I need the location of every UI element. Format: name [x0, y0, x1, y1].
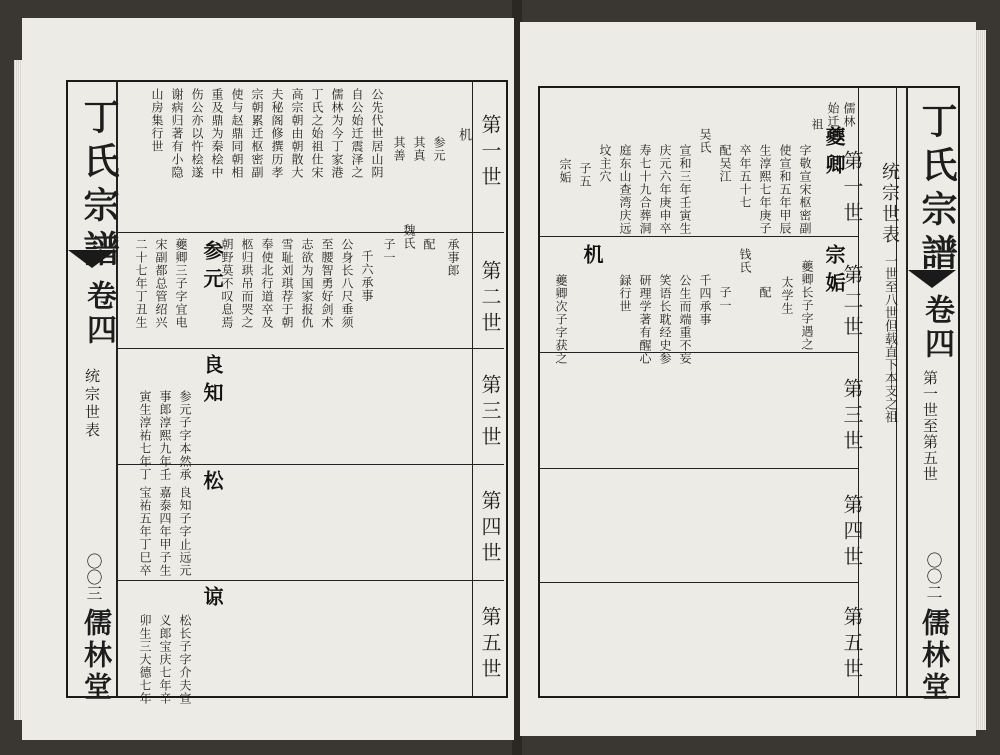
gen3-entry: 参元子字本然承 事郎淳熙九年壬 寅生淳祐七年丁 — [138, 390, 192, 481]
hall-name-right: 儒林堂 — [918, 608, 951, 704]
right-gen2-name: 宗姤 — [822, 244, 846, 300]
right-generation-label-4: 第四世 — [840, 494, 864, 572]
generation-label-1: 第一世 — [478, 114, 502, 192]
right-generation-label-5: 第五世 — [840, 606, 864, 684]
generation-label-3: 第三世 — [478, 374, 502, 452]
right-gen2b-name: 机 — [580, 244, 604, 272]
right-gen2b-entry: 夔卿次子字获之 — [554, 274, 568, 365]
fishtail-mark-right — [908, 270, 956, 288]
gen4-name: 松 — [200, 470, 224, 498]
hall-name: 儒林堂 — [80, 608, 113, 704]
generation-label-2: 第二世 — [478, 260, 502, 338]
book-title-right: 丁氏宗譜 — [916, 102, 958, 278]
right-generation-label-3: 第三世 — [840, 378, 864, 456]
section-label: 统宗世表 — [83, 368, 101, 440]
header-note-3: 祖 — [810, 118, 824, 131]
page-number: 〇〇三 — [84, 553, 103, 601]
generation-label-5: 第五世 — [478, 606, 502, 684]
fishtail-mark — [68, 250, 116, 268]
gen2-name: 参元 — [200, 240, 224, 296]
right-generation-label-2: 第二世 — [840, 264, 864, 342]
left-page-edge — [14, 60, 22, 720]
gen4-entry: 良知子字止远元 嘉泰四年甲子生 宝祐五年丁巳卒 — [138, 486, 192, 577]
header-note-1: 儒林 — [842, 102, 856, 128]
left-page — [22, 18, 514, 740]
right-gen1-entry: 字敬宣宋枢密副 使宣和五年甲辰 生淳熙七年庚子 卒年五十七 配吴江 吴氏 宣和三年壬寅生 庆元六年庚申卒 寿七十九合葬洞 庭东山查湾庆远 坟主穴 子五 宗姤 — [558, 128, 812, 235]
page-number-right: 〇〇二 — [924, 552, 943, 600]
header-note-2: 始迁 — [826, 102, 840, 128]
gen1-entry: 参元 其真 其善 公先代世居山阴 自公始迁震泽之 儒林为今丁家港 丁氏之始祖仕宋 高宗朝由朝散大 夫秘阁修撰历孝 宗朝累迁枢密副 使与赵鼎同朝相 重及鼎为秦桧中 伤公亦以忤桧遂 谢病归著有小隐 山房集行世 — [150, 88, 446, 179]
gen5-name: 谅 — [200, 586, 224, 614]
section-note: 一世至八世但载直下本支之祖 — [882, 254, 897, 423]
volume-label-right: 卷四 — [919, 294, 954, 362]
right-gen2-entry: 夔卿长子字遇之 太学生 配 钱氏 子一 千四承事 公生而端重不妄 笑语长耽经史参 研理学著有醒心 録行世 — [618, 248, 814, 365]
right-page — [520, 22, 976, 736]
volume-label: 卷四 — [81, 280, 116, 348]
book-title: 丁氏宗譜 — [78, 98, 120, 274]
gen1-name: 机 — [456, 128, 471, 141]
range-label: 第一世至第五世 — [921, 370, 939, 482]
right-page-edge — [976, 30, 986, 730]
section-label-right: 统宗世表 — [879, 162, 900, 246]
right-gen1-name: 夔卿 — [822, 126, 846, 182]
gen5-entry: 松长子字介夫宣 义郎宝庆七年辛 卯生三大德七年 — [138, 614, 192, 705]
right-generation-label-1: 第一世 — [840, 150, 864, 228]
gen3-name: 良知 — [200, 354, 224, 410]
gen2-entry: 承事郎 配 魏氏 子一 千六承事 公身长八尺垂须 至腰智勇好剑术 志欲为国家报仇 雪耻刘琪荐于朝 奉使北行道卒及 柩归珙吊而哭之 朝野莫不叹息焉 夔卿三子字宜电 宋副都总管绍兴 二十七年丁丑生 — [134, 224, 460, 329]
generation-label-4: 第四世 — [478, 490, 502, 568]
